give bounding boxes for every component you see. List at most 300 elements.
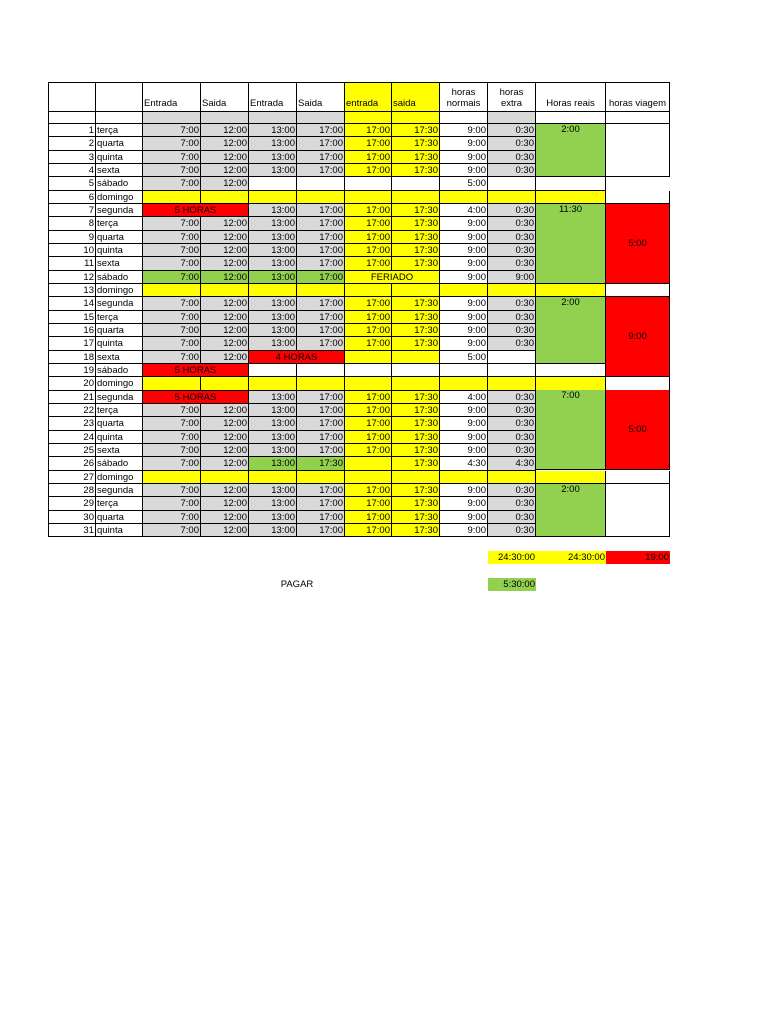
cell-text: 30 — [83, 511, 94, 523]
cell-text: 1 — [88, 125, 94, 136]
cell-text: 7:00 — [180, 138, 199, 150]
cell-text: 17:00 — [366, 258, 390, 270]
cell-text: 13:00 — [271, 298, 295, 310]
cell-dia-row-23 — [96, 417, 143, 430]
cell-text: 0:30 — [515, 204, 534, 216]
cell-text: 17:30 — [414, 404, 438, 416]
cell-he-row-15 — [488, 311, 536, 324]
cell-hn-row-13 — [440, 284, 488, 297]
cell-dia-row-19 — [96, 364, 143, 377]
cell-s2-row-25 — [297, 444, 345, 457]
cell-s1-row-14 — [201, 297, 249, 310]
cell-text: 7:00 — [180, 338, 199, 350]
spacer-cell — [201, 112, 249, 124]
cell-s2-row-23 — [297, 417, 345, 430]
cell-text: 17:30 — [414, 151, 438, 163]
cell-he-row-16 — [488, 324, 536, 337]
cell-he-row-17 — [488, 337, 536, 350]
cell-dia-row-16 — [96, 324, 143, 337]
cell-e1-row-30 — [143, 511, 201, 524]
cell-text: 9:00 — [467, 524, 486, 536]
cell-text: 17:00 — [319, 258, 343, 270]
cell-e3-row-15 — [345, 311, 392, 324]
cell-e2-row-14 — [249, 297, 297, 310]
cell-text: sexta — [97, 258, 120, 270]
cell-text: 15 — [83, 311, 94, 323]
cell-text: 17:00 — [366, 138, 390, 150]
cell-text: 17:00 — [319, 271, 343, 283]
cell-he-row-24 — [488, 431, 536, 444]
cell-text: 7:00 — [180, 258, 199, 270]
cell-e1-row-20 — [143, 377, 201, 390]
cell-s1-row-13 — [201, 284, 249, 297]
cell-e3-row-18 — [345, 351, 392, 364]
cell-text: 13:00 — [271, 138, 295, 150]
cell-e3-row-26 — [345, 457, 392, 470]
cell-e3-row-1 — [345, 124, 392, 137]
cell-text: 13:00 — [271, 258, 295, 270]
cell-text: 10 — [83, 244, 94, 256]
cell-text: 17:30 — [414, 164, 438, 176]
cell-e2-row-18 — [249, 351, 345, 364]
cell-he-row-13 — [488, 284, 536, 297]
header-horas-normais: horas normais — [440, 82, 488, 112]
cell-dia-row-5 — [96, 177, 143, 190]
cell-e2-row-19 — [249, 364, 297, 377]
cell-text: 8 — [88, 218, 94, 230]
cell-s2-row-14 — [297, 297, 345, 310]
cell-hn-row-2 — [440, 137, 488, 150]
cell-e2-row-13 — [249, 284, 297, 297]
cell-text: terça — [97, 218, 119, 230]
cell-s1-row-1 — [201, 124, 249, 137]
cell-text: sábado — [97, 458, 129, 470]
cell-hn-row-26 — [440, 457, 488, 470]
cell-e1-row-24 — [143, 431, 201, 444]
cell-text: 17:00 — [366, 418, 390, 430]
cell-text: 13:00 — [271, 218, 295, 230]
cell-text: 12:00 — [223, 458, 247, 470]
cell-e1-row-2 — [143, 137, 201, 150]
cell-text: 13:00 — [271, 125, 295, 136]
horas-reais-empty — [536, 377, 606, 390]
cell-e1-row-3 — [143, 151, 201, 164]
cell-e3-row-25 — [345, 444, 392, 457]
cell-he-row-3 — [488, 151, 536, 164]
cell-text: 23 — [83, 418, 94, 430]
cell-s2-row-4 — [297, 164, 345, 177]
cell-e1-row-11 — [143, 257, 201, 270]
cell-he-row-19 — [488, 364, 536, 377]
cell-text: 17:00 — [366, 338, 390, 350]
cell-s3-row-19 — [392, 364, 440, 377]
cell-e2-row-7 — [249, 204, 297, 217]
cell-n-row-14 — [48, 297, 96, 310]
cell-text: 16 — [83, 324, 94, 336]
cell-s3-row-10 — [392, 244, 440, 257]
cell-text: 7:00 — [180, 324, 199, 336]
cell-he-row-23 — [488, 417, 536, 430]
cell-text: 7:00 — [180, 125, 199, 136]
cell-text: 12:00 — [223, 324, 247, 336]
cell-e3-row-20 — [345, 377, 392, 390]
cell-dia-row-26 — [96, 457, 143, 470]
cell-text: 11 — [84, 258, 94, 270]
cell-text: 17:30 — [414, 484, 438, 496]
cell-n-row-13 — [48, 284, 96, 297]
cell-s1-row-27 — [201, 471, 249, 484]
cell-e2-row-6 — [249, 191, 297, 204]
cell-text: 17:00 — [319, 391, 343, 403]
cell-e3-row-2 — [345, 137, 392, 150]
cell-n-row-12 — [48, 271, 96, 284]
cell-text: 0:30 — [515, 151, 534, 163]
cell-text: 17:00 — [319, 298, 343, 310]
cell-text: 0:30 — [515, 164, 534, 176]
cell-e2-row-4 — [249, 164, 297, 177]
cell-text: 17:30 — [414, 458, 438, 470]
cell-he-row-8 — [488, 217, 536, 230]
cell-text: 9:00 — [467, 324, 486, 336]
cell-e1-row-5 — [143, 177, 201, 190]
horas-viagem-block-2: 9:00 — [606, 297, 670, 377]
cell-hn-row-20 — [440, 377, 488, 390]
cell-text: 26 — [83, 458, 94, 470]
cell-e3-row-16 — [345, 324, 392, 337]
cell-e3-row-24 — [345, 431, 392, 444]
cell-text: 5:00 — [467, 351, 486, 363]
cell-dia-row-4 — [96, 164, 143, 177]
cell-text: 9:00 — [467, 258, 486, 270]
cell-hn-row-16 — [440, 324, 488, 337]
cell-text: 7:00 — [180, 511, 199, 523]
cell-e1-row-13 — [143, 284, 201, 297]
cell-text: 17:00 — [366, 311, 390, 323]
cell-hn-row-15 — [440, 311, 488, 324]
cell-e3-row-22 — [345, 404, 392, 417]
horas-viagem-block-1: 5:00 — [606, 204, 670, 284]
cell-he-row-1 — [488, 124, 536, 137]
cell-n-row-24 — [48, 431, 96, 444]
cell-dia-row-20 — [96, 377, 143, 390]
cell-e2-row-30 — [249, 511, 297, 524]
cell-e3-row-28 — [345, 484, 392, 497]
cell-he-row-11 — [488, 257, 536, 270]
cell-text: 7:00 — [180, 231, 199, 243]
cell-e3-row-27 — [345, 471, 392, 484]
horas-reais-block-3: 2:00 — [536, 297, 606, 364]
cell-e2-row-31 — [249, 524, 297, 537]
cell-s2-row-20 — [297, 377, 345, 390]
cell-text: 17 — [83, 338, 94, 350]
cell-s3-row-29 — [392, 497, 440, 510]
cell-n-row-2 — [48, 137, 96, 150]
cell-text: domingo — [97, 471, 134, 483]
cell-s2-row-26 — [297, 457, 345, 470]
cell-text: 9:00 — [467, 271, 486, 283]
cell-e3-row-12 — [345, 271, 440, 284]
cell-e3-row-21 — [345, 391, 392, 404]
cell-he-row-25 — [488, 444, 536, 457]
cell-e2-row-9 — [249, 231, 297, 244]
cell-he-row-14 — [488, 297, 536, 310]
cell-text: 7:00 — [180, 444, 199, 456]
cell-text: segunda — [97, 204, 134, 216]
header-entrada-3: entrada — [345, 82, 392, 112]
header-horas-reais: Horas reais — [536, 82, 606, 112]
cell-text: 13:00 — [271, 524, 295, 536]
cell-text: quinta — [97, 524, 123, 536]
cell-hn-row-9 — [440, 231, 488, 244]
cell-text: 0:30 — [515, 524, 534, 536]
cell-text: 0:30 — [515, 218, 534, 230]
cell-text: 7:00 — [180, 498, 199, 510]
cell-hn-row-29 — [440, 497, 488, 510]
total-horas-reais: 24:30:00 — [536, 551, 606, 564]
cell-e1-row-31 — [143, 524, 201, 537]
cell-e1-row-27 — [143, 471, 201, 484]
cell-e2-row-10 — [249, 244, 297, 257]
cell-text: 9:00 — [467, 338, 486, 350]
cell-e1-row-14 — [143, 297, 201, 310]
cell-s2-row-21 — [297, 391, 345, 404]
cell-text: 12:00 — [223, 125, 247, 136]
cell-text: 12:00 — [223, 418, 247, 430]
cell-s1-row-2 — [201, 137, 249, 150]
cell-text: terça — [97, 311, 119, 323]
cell-n-row-9 — [48, 231, 96, 244]
cell-s2-row-22 — [297, 404, 345, 417]
cell-text: sexta — [97, 444, 120, 456]
cell-text: terça — [97, 404, 119, 416]
cell-s3-row-26 — [392, 457, 440, 470]
cell-s1-row-28 — [201, 484, 249, 497]
cell-text: 17:30 — [414, 311, 438, 323]
cell-s1-row-26 — [201, 457, 249, 470]
cell-text: quinta — [97, 431, 123, 443]
cell-s3-row-4 — [392, 164, 440, 177]
cell-n-row-29 — [48, 497, 96, 510]
cell-s2-row-27 — [297, 471, 345, 484]
header-blank-num — [48, 82, 96, 112]
cell-e2-row-3 — [249, 151, 297, 164]
cell-s1-row-20 — [201, 377, 249, 390]
cell-n-row-6 — [48, 191, 96, 204]
cell-text: segunda — [97, 298, 134, 310]
cell-text: 17:00 — [366, 498, 390, 510]
cell-text: segunda — [97, 391, 134, 403]
cell-text: 0:30 — [515, 338, 534, 350]
cell-text: 17:00 — [319, 324, 343, 336]
cell-text: 4 HORAS — [275, 351, 318, 363]
cell-text: 5 HORAS — [174, 204, 217, 216]
cell-text: 17:30 — [414, 338, 438, 350]
cell-text: 9:00 — [467, 511, 486, 523]
cell-text: 7:00 — [180, 218, 199, 230]
header-entrada-2: Entrada — [249, 82, 297, 112]
cell-text: 7:00 — [180, 431, 199, 443]
cell-e1-row-1 — [143, 124, 201, 137]
cell-dia-row-6 — [96, 191, 143, 204]
cell-text: 9:00 — [467, 418, 486, 430]
cell-e3-row-17 — [345, 337, 392, 350]
cell-s1-row-30 — [201, 511, 249, 524]
cell-text: 0:30 — [515, 404, 534, 416]
cell-e2-row-25 — [249, 444, 297, 457]
cell-text: 9:00 — [467, 151, 486, 163]
cell-text: 17:00 — [366, 431, 390, 443]
cell-e3-row-9 — [345, 231, 392, 244]
cell-hn-row-19 — [440, 364, 488, 377]
cell-he-row-10 — [488, 244, 536, 257]
cell-s3-row-14 — [392, 297, 440, 310]
header-saida-2: Saida — [297, 82, 345, 112]
cell-text: quinta — [97, 244, 123, 256]
cell-text: sexta — [97, 351, 120, 363]
cell-text: quarta — [97, 511, 124, 523]
cell-s1-row-3 — [201, 151, 249, 164]
cell-hn-row-14 — [440, 297, 488, 310]
cell-text: 17:00 — [319, 418, 343, 430]
cell-he-row-4 — [488, 164, 536, 177]
cell-text: 7:00 — [180, 271, 199, 283]
cell-dia-row-1 — [96, 124, 143, 137]
cell-he-row-30 — [488, 511, 536, 524]
cell-e1-row-6 — [143, 191, 201, 204]
cell-s3-row-11 — [392, 257, 440, 270]
cell-text: 0:30 — [515, 244, 534, 256]
cell-text: 17:00 — [319, 244, 343, 256]
cell-e2-row-11 — [249, 257, 297, 270]
cell-text: 0:30 — [515, 324, 534, 336]
cell-e3-row-4 — [345, 164, 392, 177]
spacer-cell — [249, 112, 297, 124]
cell-hn-row-22 — [440, 404, 488, 417]
cell-text: 9:00 — [467, 484, 486, 496]
spacer-cell — [606, 112, 670, 124]
cell-text: 17:30 — [414, 391, 438, 403]
cell-text: 17:00 — [366, 391, 390, 403]
cell-e1-row-22 — [143, 404, 201, 417]
cell-dia-row-10 — [96, 244, 143, 257]
cell-text: 17:00 — [319, 511, 343, 523]
cell-s1-row-29 — [201, 497, 249, 510]
cell-text: 5:00 — [467, 178, 486, 190]
cell-e2-row-20 — [249, 377, 297, 390]
pagar-value: 5:30:00 — [488, 578, 536, 591]
cell-text: 12:00 — [223, 218, 247, 230]
cell-e2-row-5 — [249, 177, 297, 190]
cell-s2-row-11 — [297, 257, 345, 270]
cell-s2-row-19 — [297, 364, 345, 377]
cell-s2-row-8 — [297, 217, 345, 230]
cell-text: 13:00 — [271, 404, 295, 416]
cell-s3-row-22 — [392, 404, 440, 417]
cell-hn-row-23 — [440, 417, 488, 430]
cell-s1-row-12 — [201, 271, 249, 284]
cell-s2-row-29 — [297, 497, 345, 510]
cell-text: 17:00 — [319, 404, 343, 416]
cell-text: 31 — [83, 524, 94, 536]
cell-text: 17:30 — [414, 138, 438, 150]
cell-text: 17:00 — [319, 524, 343, 536]
cell-text: 12:00 — [223, 258, 247, 270]
cell-text: 17:00 — [319, 218, 343, 230]
total-horas-extra: 24:30:00 — [488, 551, 536, 564]
cell-n-row-28 — [48, 484, 96, 497]
cell-text: 9:00 — [467, 311, 486, 323]
cell-s3-row-23 — [392, 417, 440, 430]
cell-text: 17:00 — [366, 164, 390, 176]
cell-text: 12:00 — [223, 404, 247, 416]
cell-text: 17:30 — [414, 125, 438, 136]
cell-e2-row-12 — [249, 271, 297, 284]
cell-text: 17:00 — [319, 338, 343, 350]
cell-text: 12:00 — [223, 244, 247, 256]
cell-e3-row-13 — [345, 284, 392, 297]
cell-text: 0:30 — [515, 311, 534, 323]
cell-hn-row-28 — [440, 484, 488, 497]
cell-text: 13:00 — [271, 151, 295, 163]
cell-e2-row-23 — [249, 417, 297, 430]
cell-hn-row-17 — [440, 337, 488, 350]
spacer-cell — [392, 112, 440, 124]
cell-text: 12:00 — [223, 484, 247, 496]
cell-text: 0:30 — [515, 484, 534, 496]
cell-n-row-30 — [48, 511, 96, 524]
cell-text: 7:00 — [180, 351, 199, 363]
cell-n-row-21 — [48, 391, 96, 404]
cell-e2-row-27 — [249, 471, 297, 484]
cell-s3-row-3 — [392, 151, 440, 164]
cell-s3-row-21 — [392, 391, 440, 404]
cell-hn-row-30 — [440, 511, 488, 524]
cell-hn-row-27 — [440, 471, 488, 484]
cell-e3-row-29 — [345, 497, 392, 510]
cell-text: 17:30 — [414, 298, 438, 310]
cell-text: 5 — [88, 178, 94, 190]
cell-text: 9:00 — [467, 164, 486, 176]
cell-text: 17:00 — [319, 138, 343, 150]
cell-e3-row-31 — [345, 524, 392, 537]
cell-e3-row-7 — [345, 204, 392, 217]
cell-n-row-22 — [48, 404, 96, 417]
cell-text: 12:00 — [223, 271, 247, 283]
cell-dia-row-18 — [96, 351, 143, 364]
cell-n-row-4 — [48, 164, 96, 177]
cell-text: 12:00 — [223, 164, 247, 176]
cell-n-row-10 — [48, 244, 96, 257]
cell-hn-row-1 — [440, 124, 488, 137]
cell-e3-row-23 — [345, 417, 392, 430]
cell-e1-row-21 — [143, 391, 249, 404]
cell-he-row-12 — [488, 271, 536, 284]
cell-s2-row-7 — [297, 204, 345, 217]
cell-dia-row-24 — [96, 431, 143, 444]
spacer-cell — [440, 112, 488, 124]
cell-text: 13 — [83, 284, 94, 296]
cell-text: 4:00 — [467, 204, 486, 216]
cell-text: 7:00 — [180, 418, 199, 430]
cell-text: 13:00 — [271, 431, 295, 443]
cell-text: 7:00 — [180, 151, 199, 163]
cell-n-row-20 — [48, 377, 96, 390]
cell-hn-row-11 — [440, 257, 488, 270]
cell-text: 17:00 — [319, 204, 343, 216]
cell-dia-row-7 — [96, 204, 143, 217]
cell-dia-row-22 — [96, 404, 143, 417]
cell-text: 7:00 — [180, 524, 199, 536]
